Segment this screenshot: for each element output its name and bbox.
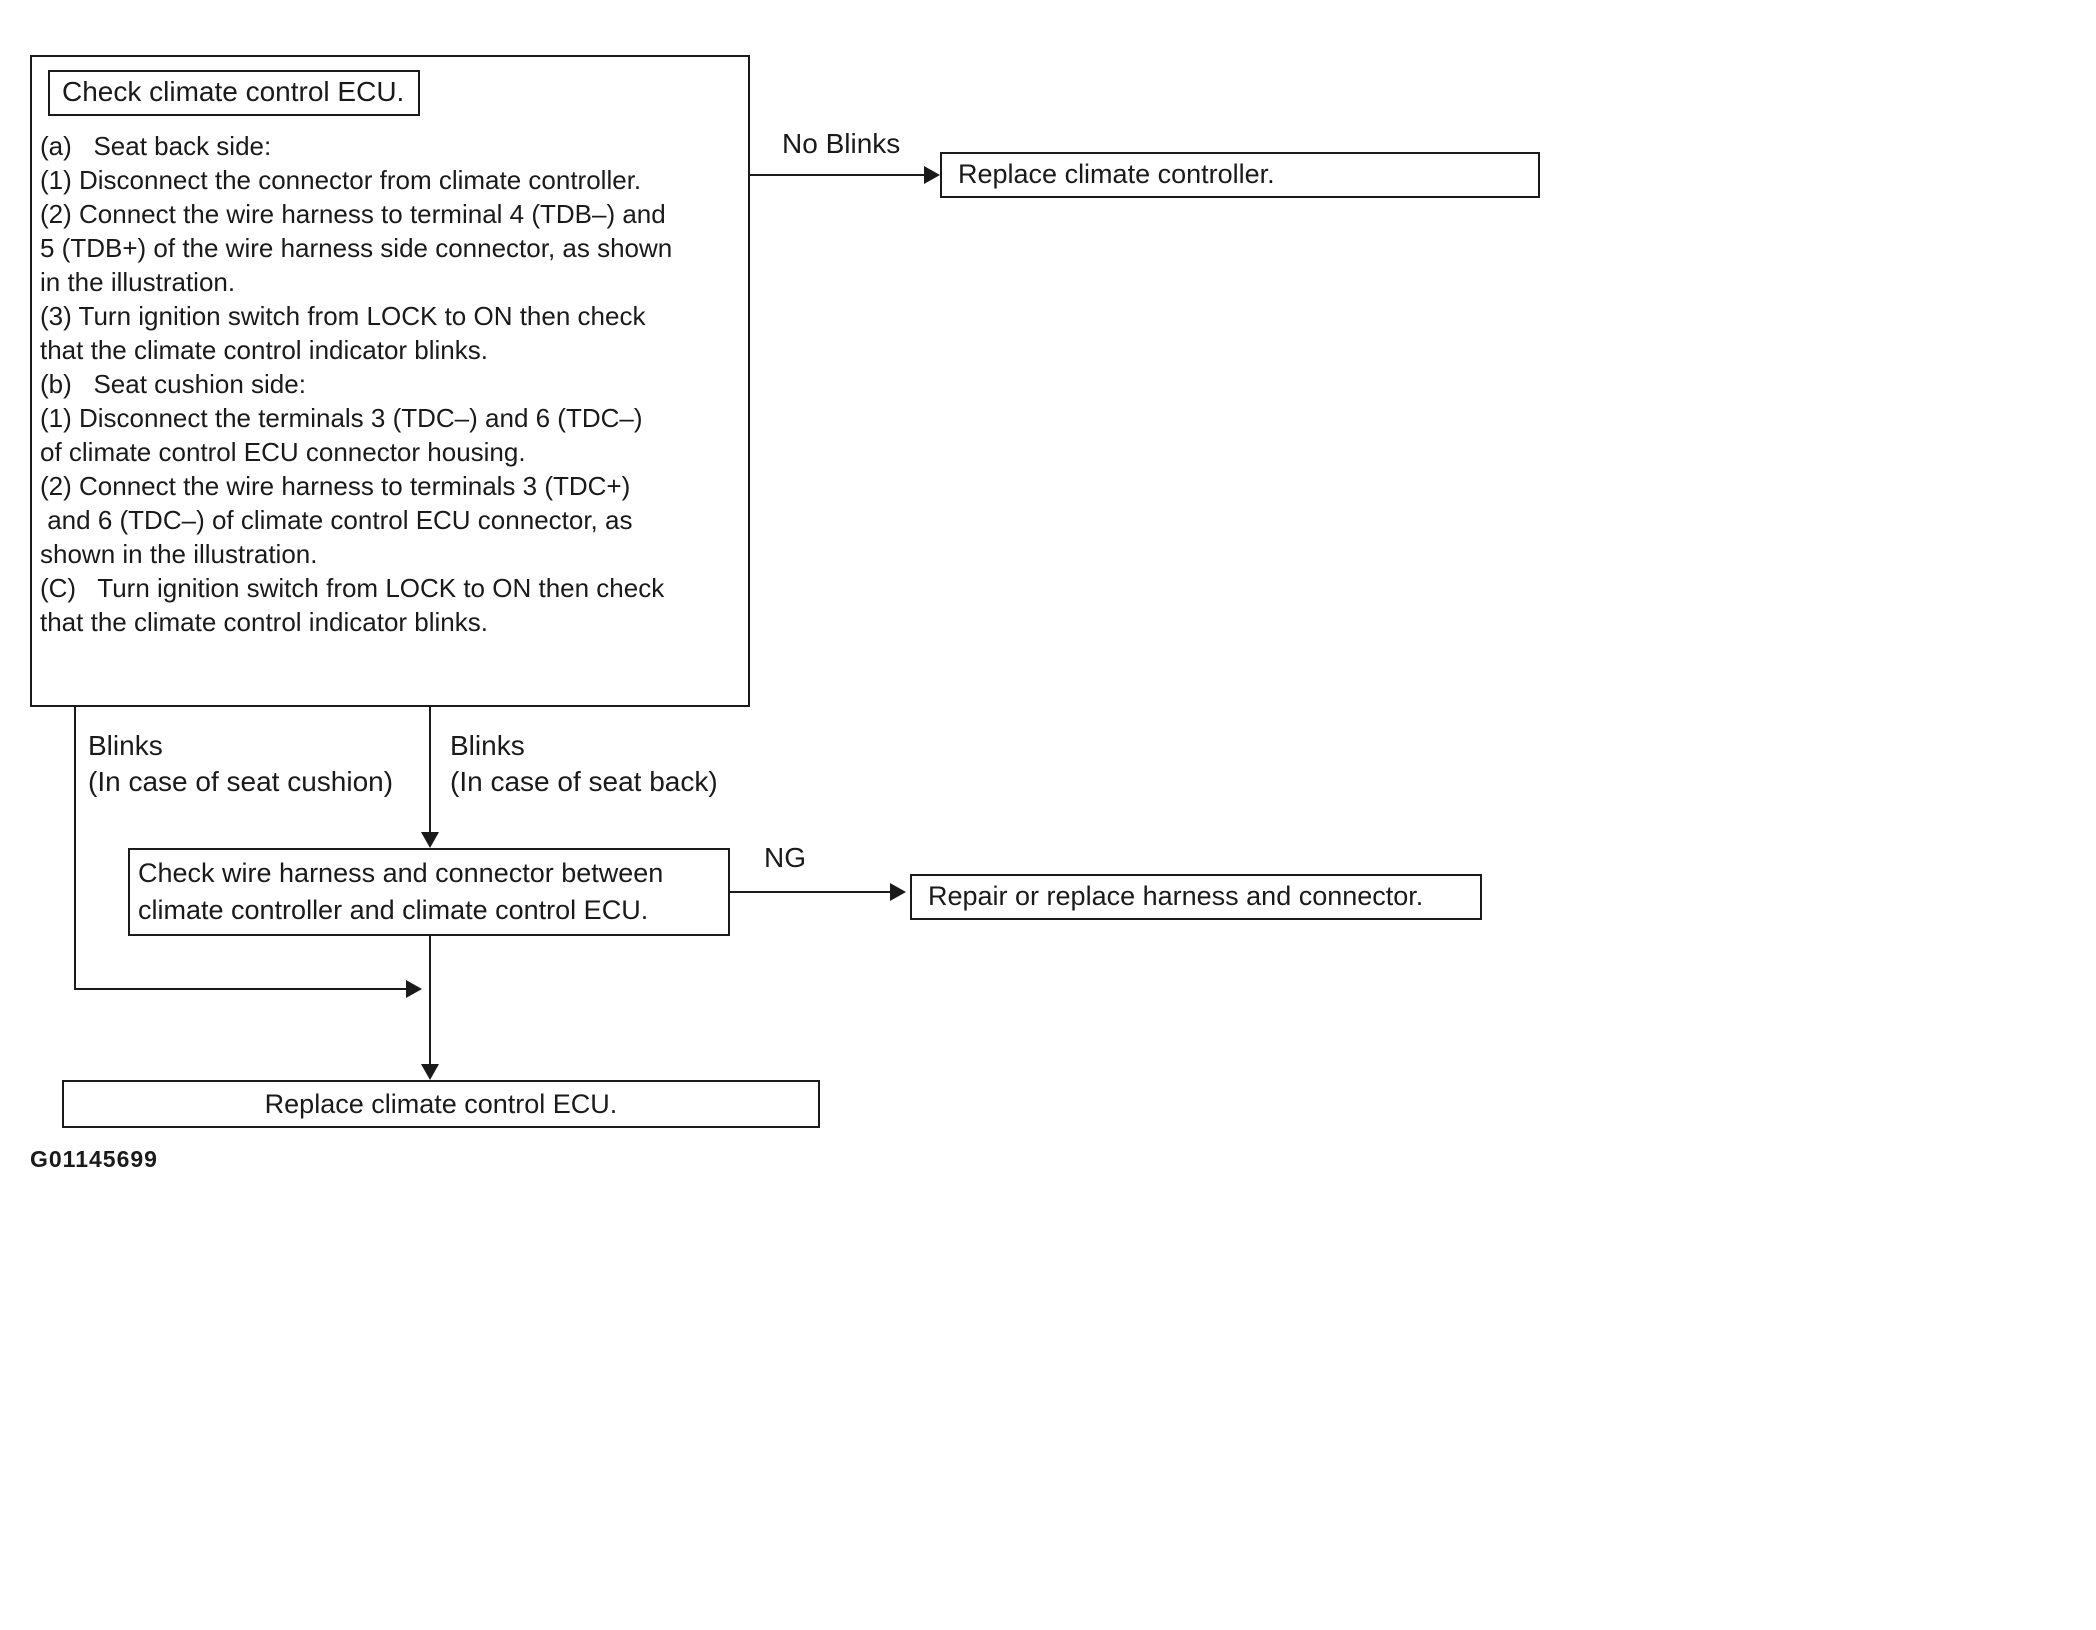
check-wire-harness-text xyxy=(130,850,728,934)
replace-climate-controller-box xyxy=(940,152,1540,198)
procedure-line: (2) Connect the wire harness to terminal 4 (TDB–) and xyxy=(40,199,666,229)
procedure-line: (2) Connect the wire harness to terminals 3 (TDC+) xyxy=(40,471,631,501)
no-blinks-arrow-line xyxy=(750,174,924,176)
procedure-line: that the climate control indicator blinks. xyxy=(40,335,488,365)
check-climate-control-ecu-box xyxy=(30,55,750,707)
no-blinks-arrowhead-icon xyxy=(924,166,940,184)
check-wire-harness-line2: climate controller and climate control ECU. xyxy=(138,895,649,925)
main-box-body xyxy=(40,129,672,639)
blinks-back-vertical-line xyxy=(429,705,431,833)
ng-arrowhead-icon xyxy=(890,883,906,901)
repair-or-replace-harness-text: Repair or replace harness and connector. xyxy=(928,881,1424,911)
procedure-line: of climate control ECU connector housing. xyxy=(40,437,526,467)
procedure-line: (a) Seat back side: xyxy=(40,131,272,161)
ng-label: NG xyxy=(764,842,806,873)
procedure-line: that the climate control indicator blinks. xyxy=(40,607,488,637)
procedure-line: (C) Turn ignition switch from LOCK to ON then check xyxy=(40,573,665,603)
procedure-line: (1) Disconnect the terminals 3 (TDC–) and 6 (TDC–) xyxy=(40,403,643,433)
figure-code: G01145699 xyxy=(30,1146,158,1172)
procedure-line: and 6 (TDC–) of climate control ECU connector, as xyxy=(40,505,633,535)
blinks-back-label xyxy=(450,728,718,800)
to-replace-ecu-arrowhead-icon xyxy=(421,1064,439,1080)
blinks-cushion-arrowhead-icon xyxy=(406,980,422,998)
main-box-title: Check climate control ECU. xyxy=(48,70,420,116)
no-blinks-label: No Blinks xyxy=(782,128,901,159)
procedure-line: in the illustration. xyxy=(40,267,236,297)
blinks-cushion-vertical-line xyxy=(74,705,76,990)
ng-arrow-line xyxy=(730,891,890,893)
blinks-back-label-line2: (In case of seat back) xyxy=(450,766,718,797)
procedure-line: (b) Seat cushion side: xyxy=(40,369,306,399)
blinks-cushion-label xyxy=(88,728,393,800)
procedure-line: shown in the illustration. xyxy=(40,539,318,569)
check-wire-harness-line1: Check wire harness and connector between xyxy=(138,858,664,888)
check-wire-harness-box xyxy=(128,848,730,936)
blinks-cushion-horizontal-line xyxy=(74,988,406,990)
blinks-back-label-line1: Blinks xyxy=(450,730,525,761)
procedure-line: (3) Turn ignition switch from LOCK to ON then check xyxy=(40,301,646,331)
replace-climate-control-ecu-text: Replace climate control ECU. xyxy=(264,1089,618,1119)
replace-climate-controller-text: Replace climate controller. xyxy=(958,159,1275,189)
procedure-line: 5 (TDB+) of the wire harness side connector, as shown xyxy=(40,233,673,263)
procedure-line: (1) Disconnect the connector from climate controller. xyxy=(40,165,642,195)
blinks-back-arrowhead-icon xyxy=(421,832,439,848)
blinks-cushion-label-line1: Blinks xyxy=(88,730,163,761)
to-replace-ecu-vertical-line xyxy=(429,936,431,1064)
replace-climate-control-ecu-box xyxy=(62,1080,820,1128)
blinks-cushion-label-line2: (In case of seat cushion) xyxy=(88,766,394,797)
repair-or-replace-harness-box xyxy=(910,874,1482,920)
